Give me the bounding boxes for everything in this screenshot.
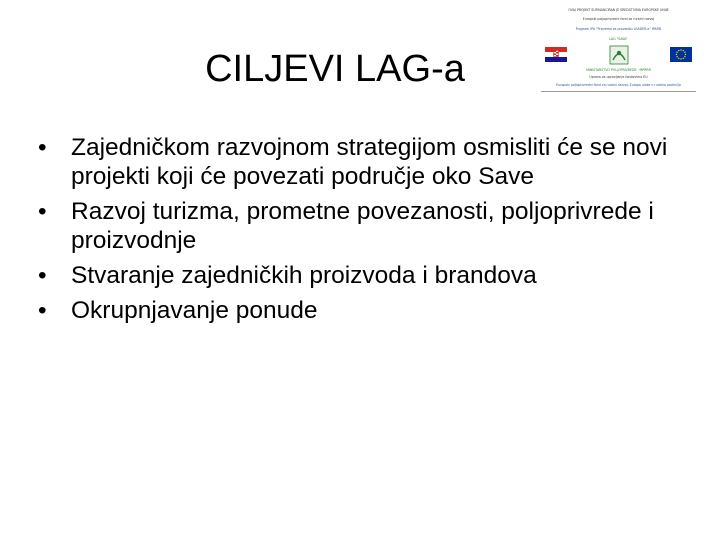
banner-line-1: OVAJ PROJEKT SUFINANCIRAN JE SREDSTVIMA EUROPSKE UNIJE (568, 8, 669, 12)
croatian-flag-icon (545, 47, 567, 62)
bullet-dot-icon: • (38, 198, 47, 225)
bullet-dot-icon: • (38, 297, 47, 324)
banner-line-4: LAG "SAVA" (609, 37, 628, 41)
bullet-text: Okrupnjavanje ponude (71, 297, 318, 324)
bullet-item (38, 261, 678, 290)
eu-funding-banner (541, 6, 696, 92)
banner-line-2: Europski poljoprivredni fond za ruralni razvoj (582, 17, 655, 21)
bullet-text: Zajedničkom razvojnom strategijom osmisliti će se novi projekti koji će povezati područje oko Save (71, 134, 668, 190)
bullet-dot-icon: • (38, 134, 47, 161)
bullet-item (38, 133, 678, 191)
bullet-item (38, 296, 678, 325)
bullet-list (38, 133, 678, 331)
banner-line-7: Europski poljoprivredni fond za ruralni razvoj: Europa ulaže u ruralna područja (556, 83, 681, 87)
slide-title: CILJEVI LAG-a (205, 48, 465, 90)
banner-line-6: Uprava za upravljanje fondovima EU (589, 75, 648, 79)
leader-logo-icon (609, 45, 629, 65)
bullet-text: Razvoj turizma, prometne povezanosti, poljoprivrede i proizvodnje (71, 198, 654, 254)
banner-line-5: MINISTARSTVO POLJOPRIVREDE · MPRRR (586, 68, 651, 72)
bullet-dot-icon: • (38, 262, 47, 289)
bullet-item (38, 197, 678, 255)
eu-flag-icon (670, 47, 692, 62)
banner-line-3: Program IPA "Priprema za provedbu LEADER-a" IPARD (575, 27, 662, 31)
bullet-text: Stvaranje zajedničkih proizvoda i brandova (71, 262, 537, 289)
